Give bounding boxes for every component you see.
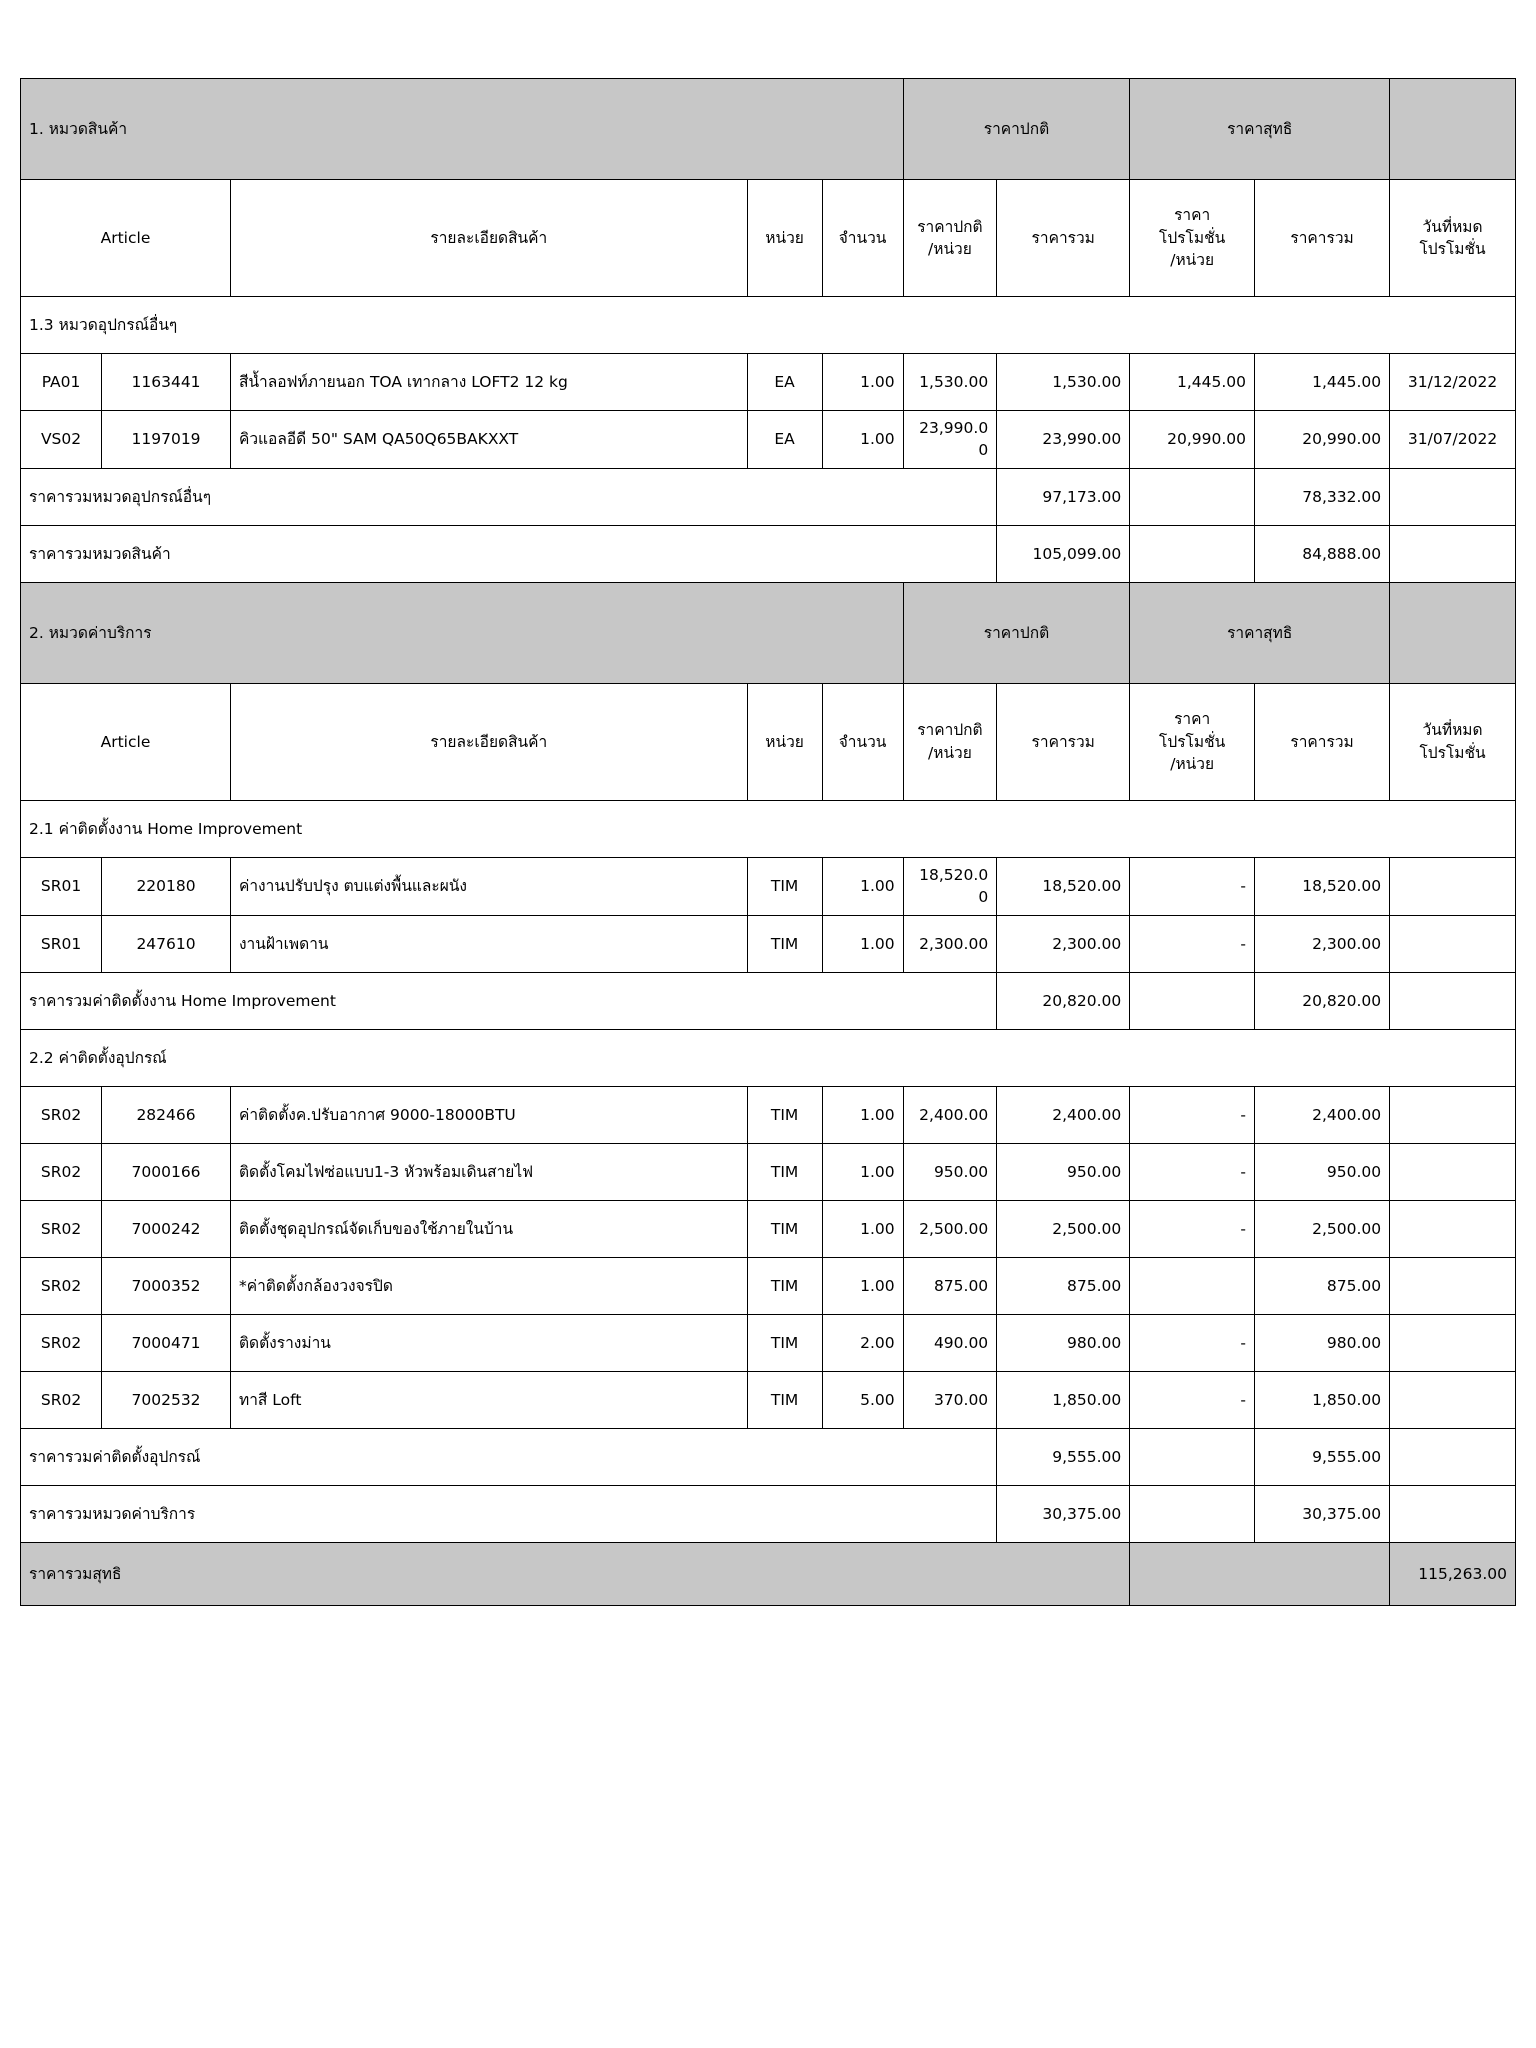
row-qty: 1.00 [822,857,903,915]
row-total: 1,850.00 [997,1371,1130,1428]
row-qty: 5.00 [822,1371,903,1428]
subsection-1-3-title: 1.3 หมวดอุปกรณ์อื่นๆ [21,297,1516,354]
row-expiry [1390,1371,1516,1428]
subtotal-label: ราคารวมค่าติดตั้งอุปกรณ์ [21,1428,997,1485]
row-expiry: 31/07/2022 [1390,411,1516,469]
section1-subsection-row [21,297,1516,354]
section1-header-row [21,79,1516,180]
col-price-per-unit-line1: ราคาปกติ [917,721,983,740]
row-promo-total: 875.00 [1255,1257,1390,1314]
table-row [21,1371,1516,1428]
section2-total-promo-ppu-empty [1130,1485,1255,1542]
subtotal-promo-ppu-empty [1130,1428,1255,1485]
row-code: 7000166 [102,1143,231,1200]
row-code: 7000471 [102,1314,231,1371]
row-total: 875.00 [997,1257,1130,1314]
grand-total-row [21,1542,1516,1605]
row-code: 247610 [102,915,231,972]
row-description: ทาสี Loft [230,1371,747,1428]
col-article: Article [21,180,231,297]
row-description: งานฝ้าเพดาน [230,915,747,972]
row-ppu: 18,520.00 [903,857,997,915]
section1-total-promo-ppu-empty [1130,525,1255,582]
row-description: ติดตั้งโคมไฟซ่อแบบ1-3 หัวพร้อมเดินสายไฟ [230,1143,747,1200]
col-promo-total: ราคารวม [1255,180,1390,297]
col-promo-line3: /หน่วย [1170,251,1215,270]
row-article: SR02 [21,1314,102,1371]
row-article: SR02 [21,1257,102,1314]
row-ppu: 23,990.00 [903,411,997,469]
row-promo-total: 2,400.00 [1255,1086,1390,1143]
grand-total-value: 115,263.00 [1390,1542,1516,1605]
section1-price-normal-label: ราคาปกติ [903,79,1130,180]
row-ppu: 1,530.00 [903,354,997,411]
row-article: SR01 [21,857,102,915]
col-expiry-line2: โปรโมชั่น [1419,743,1486,762]
col-qty: จำนวน [822,180,903,297]
row-promo-ppu [1130,1257,1255,1314]
table-row [21,354,1516,411]
row-promo-ppu: - [1130,857,1255,915]
row-unit: TIM [747,1200,822,1257]
section2-total-value: 30,375.00 [997,1485,1130,1542]
row-total: 2,400.00 [997,1086,1130,1143]
table-row [21,857,1516,915]
subtotal-promo-ppu-empty [1130,468,1255,525]
subtotal-promo-ppu-empty [1130,972,1255,1029]
col-price-per-unit-line2: /หน่วย [928,743,972,762]
subsection-2-2-title: 2.2 ค่าติดตั้งอุปกรณ์ [21,1029,1516,1086]
row-promo-ppu: - [1130,1086,1255,1143]
row-promo-ppu: - [1130,1143,1255,1200]
subtotal-promo-total: 9,555.00 [1255,1428,1390,1485]
row-ppu: 490.00 [903,1314,997,1371]
table-row [21,1257,1516,1314]
row-promo-total: 20,990.00 [1255,411,1390,469]
section2-total-label: ราคารวมหมวดค่าบริการ [21,1485,997,1542]
row-promo-total: 1,445.00 [1255,354,1390,411]
row-article: SR02 [21,1143,102,1200]
quotation-table [20,78,1516,1606]
col-description: รายละเอียดสินค้า [230,180,747,297]
col-expiry [1390,683,1516,800]
row-qty: 1.00 [822,915,903,972]
col-promo-line2: โปรโมชั่น [1159,732,1226,751]
row-ppu: 370.00 [903,1371,997,1428]
row-description: ติดตั้งชุดอุปกรณ์จัดเก็บของใช้ภายในบ้าน [230,1200,747,1257]
row-total: 2,300.00 [997,915,1130,972]
row-total: 950.00 [997,1143,1130,1200]
row-expiry: 31/12/2022 [1390,354,1516,411]
table-row [21,1200,1516,1257]
row-description: ค่างานปรับปรุง ตบแต่งพื้นและผนัง [230,857,747,915]
row-total: 18,520.00 [997,857,1130,915]
col-promo-line1: ราคา [1174,206,1211,225]
row-article: SR01 [21,915,102,972]
row-description: สีน้ำลอฟท์ภายนอก TOA เทากลาง LOFT2 12 kg [230,354,747,411]
col-expiry-line1: วันที่หมด [1422,721,1483,740]
row-code: 7000242 [102,1200,231,1257]
section1-total-label: ราคารวมหมวดสินค้า [21,525,997,582]
col-expiry-line1: วันที่หมด [1422,217,1483,236]
section2-price-net-label: ราคาสุทธิ [1130,582,1390,683]
section1-total-value: 105,099.00 [997,525,1130,582]
subsection-2-1-title: 2.1 ค่าติดตั้งงาน Home Improvement [21,800,1516,857]
subtotal-label: ราคารวมหมวดอุปกรณ์อื่นๆ [21,468,997,525]
row-description: ติดตั้งรางม่าน [230,1314,747,1371]
subtotal-expiry-empty [1390,468,1516,525]
col-price-per-unit [903,683,997,800]
row-promo-ppu: - [1130,1371,1255,1428]
row-code: 7000352 [102,1257,231,1314]
subtotal-promo-total: 20,820.00 [1255,972,1390,1029]
row-unit: TIM [747,1086,822,1143]
col-unit: หน่วย [747,180,822,297]
subtotal-promo-total: 78,332.00 [1255,468,1390,525]
col-price-per-unit-line1: ราคาปกติ [917,217,983,236]
row-qty: 1.00 [822,1086,903,1143]
row-code: 282466 [102,1086,231,1143]
col-article: Article [21,683,231,800]
row-promo-ppu: - [1130,1200,1255,1257]
subtotal-label: ราคารวมค่าติดตั้งงาน Home Improvement [21,972,997,1029]
section2-title: 2. หมวดค่าบริการ [21,582,904,683]
row-expiry [1390,915,1516,972]
row-expiry [1390,1314,1516,1371]
col-promo-price [1130,683,1255,800]
row-expiry [1390,1143,1516,1200]
row-qty: 1.00 [822,1143,903,1200]
section2-price-normal-label: ราคาปกติ [903,582,1130,683]
col-unit: หน่วย [747,683,822,800]
table-row [21,411,1516,469]
row-unit: EA [747,354,822,411]
row-ppu: 875.00 [903,1257,997,1314]
row-expiry [1390,1257,1516,1314]
section2-subsection2-row [21,1029,1516,1086]
subsection-2-1-subtotal-row [21,972,1516,1029]
section2-header-spacer [1390,582,1516,683]
row-promo-total: 950.00 [1255,1143,1390,1200]
subtotal-total: 97,173.00 [997,468,1130,525]
row-code: 220180 [102,857,231,915]
section1-total-expiry-empty [1390,525,1516,582]
table-row [21,1143,1516,1200]
col-price-per-unit [903,180,997,297]
table-row [21,1314,1516,1371]
col-price-per-unit-line2: /หน่วย [928,240,972,258]
col-promo-line1: ราคา [1174,710,1211,729]
col-promo-total: ราคารวม [1255,683,1390,800]
row-total: 1,530.00 [997,354,1130,411]
row-total: 980.00 [997,1314,1130,1371]
subtotal-total: 9,555.00 [997,1428,1130,1485]
row-unit: TIM [747,1143,822,1200]
col-qty: จำนวน [822,683,903,800]
row-promo-total: 18,520.00 [1255,857,1390,915]
row-article: SR02 [21,1086,102,1143]
row-article: SR02 [21,1371,102,1428]
col-promo-line3: /หน่วย [1170,755,1215,774]
section2-subsection1-row [21,800,1516,857]
row-expiry [1390,1200,1516,1257]
row-unit: EA [747,411,822,469]
row-promo-total: 2,300.00 [1255,915,1390,972]
row-description: คิวแอลอีดี 50" SAM QA50Q65BAKXXT [230,411,747,469]
grand-total-spacer [1130,1542,1390,1605]
row-promo-ppu: 1,445.00 [1130,354,1255,411]
row-promo-ppu: - [1130,915,1255,972]
row-total: 2,500.00 [997,1200,1130,1257]
section1-total-promo-value: 84,888.00 [1255,525,1390,582]
row-ppu: 950.00 [903,1143,997,1200]
row-promo-ppu: 20,990.00 [1130,411,1255,469]
row-code: 1163441 [102,354,231,411]
row-code: 7002532 [102,1371,231,1428]
row-description: ค่าติดตั้งค.ปรับอากาศ 9000-18000BTU [230,1086,747,1143]
col-expiry [1390,180,1516,297]
section2-column-header-row [21,683,1516,800]
subtotal-total: 20,820.00 [997,972,1130,1029]
col-total: ราคารวม [997,180,1130,297]
row-qty: 2.00 [822,1314,903,1371]
row-ppu: 2,300.00 [903,915,997,972]
row-unit: TIM [747,857,822,915]
row-unit: TIM [747,1314,822,1371]
subsection-2-2-subtotal-row [21,1428,1516,1485]
row-ppu: 2,400.00 [903,1086,997,1143]
row-expiry [1390,1086,1516,1143]
section2-total-row [21,1485,1516,1542]
col-description: รายละเอียดสินค้า [230,683,747,800]
section1-price-net-label: ราคาสุทธิ [1130,79,1390,180]
table-row [21,915,1516,972]
section1-header-spacer [1390,79,1516,180]
row-unit: TIM [747,1371,822,1428]
row-promo-ppu: - [1130,1314,1255,1371]
col-promo-price [1130,180,1255,297]
row-promo-total: 980.00 [1255,1314,1390,1371]
row-qty: 1.00 [822,1200,903,1257]
section2-header-row [21,582,1516,683]
col-expiry-line2: โปรโมชั่น [1419,240,1486,258]
row-article: SR02 [21,1200,102,1257]
section1-title: 1. หมวดสินค้า [21,79,904,180]
row-promo-total: 1,850.00 [1255,1371,1390,1428]
row-unit: TIM [747,1257,822,1314]
row-code: 1197019 [102,411,231,469]
col-total: ราคารวม [997,683,1130,800]
row-article: VS02 [21,411,102,469]
row-expiry [1390,857,1516,915]
row-promo-total: 2,500.00 [1255,1200,1390,1257]
section1-column-header-row [21,180,1516,297]
row-total: 23,990.00 [997,411,1130,469]
row-description: *ค่าติดตั้งกล้องวงจรปิด [230,1257,747,1314]
row-qty: 1.00 [822,1257,903,1314]
row-qty: 1.00 [822,411,903,469]
row-qty: 1.00 [822,354,903,411]
section2-total-expiry-empty [1390,1485,1516,1542]
section2-total-promo-value: 30,375.00 [1255,1485,1390,1542]
section1-total-row [21,525,1516,582]
subtotal-expiry-empty [1390,972,1516,1029]
row-ppu: 2,500.00 [903,1200,997,1257]
table-row [21,1086,1516,1143]
grand-total-label: ราคารวมสุทธิ [21,1542,1130,1605]
row-unit: TIM [747,915,822,972]
subsection-1-3-subtotal-row [21,468,1516,525]
col-promo-line2: โปรโมชั่น [1159,228,1226,247]
subtotal-expiry-empty [1390,1428,1516,1485]
row-article: PA01 [21,354,102,411]
